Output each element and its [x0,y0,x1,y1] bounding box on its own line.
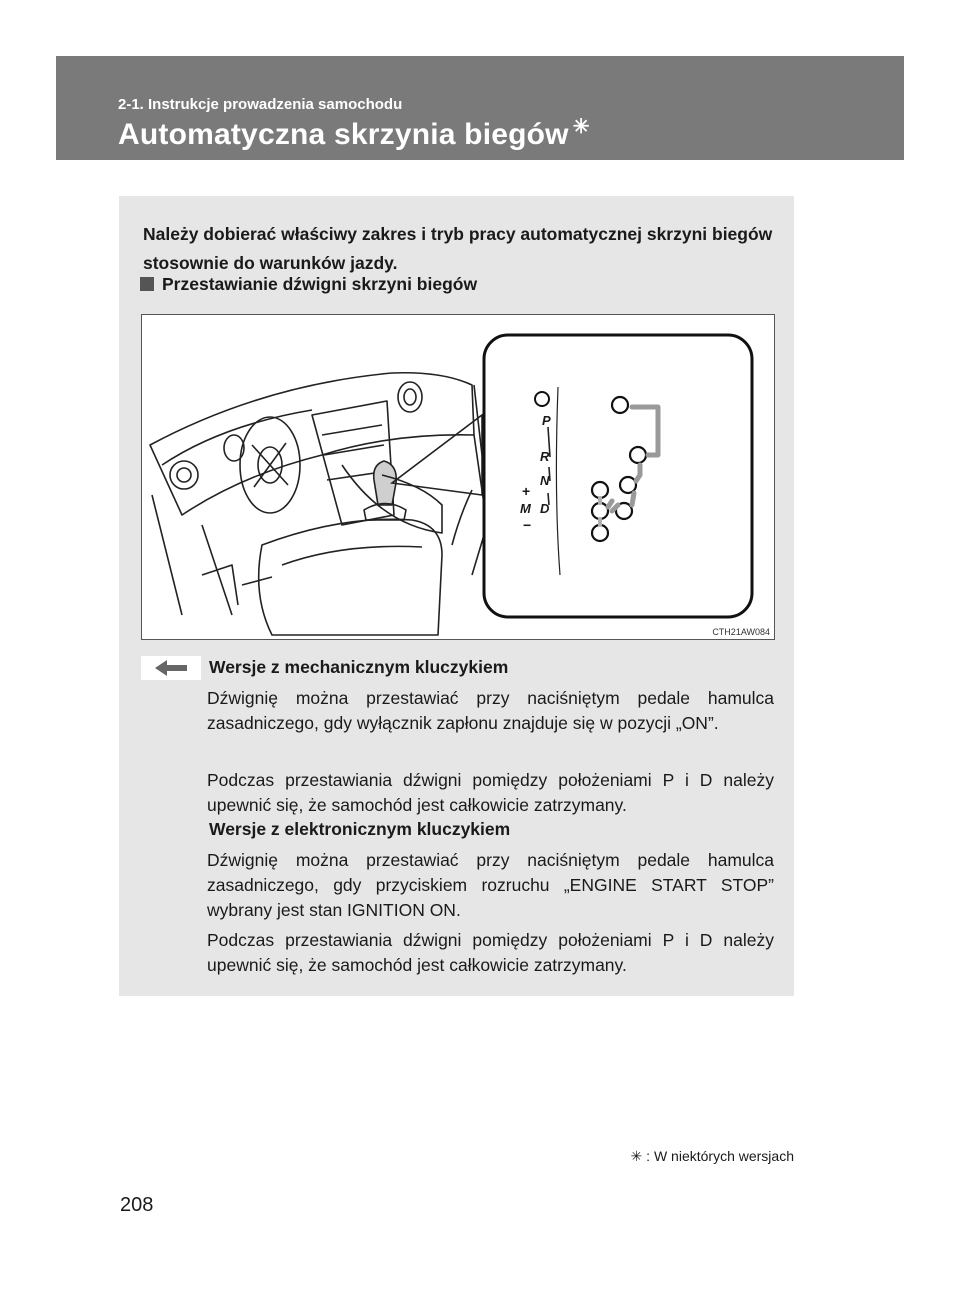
intro-text: Należy dobierać właściwy zakres i tryb pracy automatycznej skrzyni biegów stosownie do warunków jazdy. [143,224,773,273]
version-title-electronic-key: Wersje z elektronicznym kluczykiem [209,819,511,839]
shift-lever-illustration [141,314,775,640]
page-title: Automatyczna skrzynia biegów ✳ [118,116,590,151]
page-number: 208 [120,1194,154,1216]
gate-label-n: N [540,473,550,488]
left-arrow-icon [141,656,201,680]
gate-label-m: M [520,501,531,516]
square-bullet-icon [140,277,154,291]
cabin-drawing [142,315,774,639]
gate-label-minus: − [523,517,532,533]
page-header [56,56,904,160]
version-paragraph: Dźwignię można przestawiać przy naciśniętym pedale hamulca zasadniczego, gdy przyciskiem rozruchu „ENGINE START STOP” wybrany jest stan IGNITION ON. [207,850,774,920]
gate-label-p: P [542,413,551,428]
asterisk-icon: ✳ [572,116,590,138]
gate-label-plus: + [522,483,531,499]
version-paragraph: Dźwignię można przestawiać przy naciśniętym pedale hamulca zasadniczego, gdy wyłącznik zapłonu znajduje się w pozycji „ON”. [207,688,774,733]
gate-label-r: R [540,449,550,464]
subheading: Przestawianie dźwigni skrzyni biegów [140,274,477,295]
footnote: ✳ : W niektórych wersjach [630,1148,794,1164]
version-title-mechanical-key: Wersje z mechanicznym kluczykiem [209,657,509,677]
figure-code: CTH21AW084 [712,627,770,637]
gate-label-d: D [540,501,550,516]
version-paragraph: Podczas przestawiania dźwigni pomiędzy położeniami P i D należy upewnić się, że samochód jest całkowicie zatrzymany. [207,930,774,975]
version-paragraph: Podczas przestawiania dźwigni pomiędzy położeniami P i D należy upewnić się, że samochód jest całkowicie zatrzymany. [207,770,774,815]
section-label: 2-1. Instrukcje prowadzenia samochodu [118,96,403,113]
content-panel [119,196,794,996]
